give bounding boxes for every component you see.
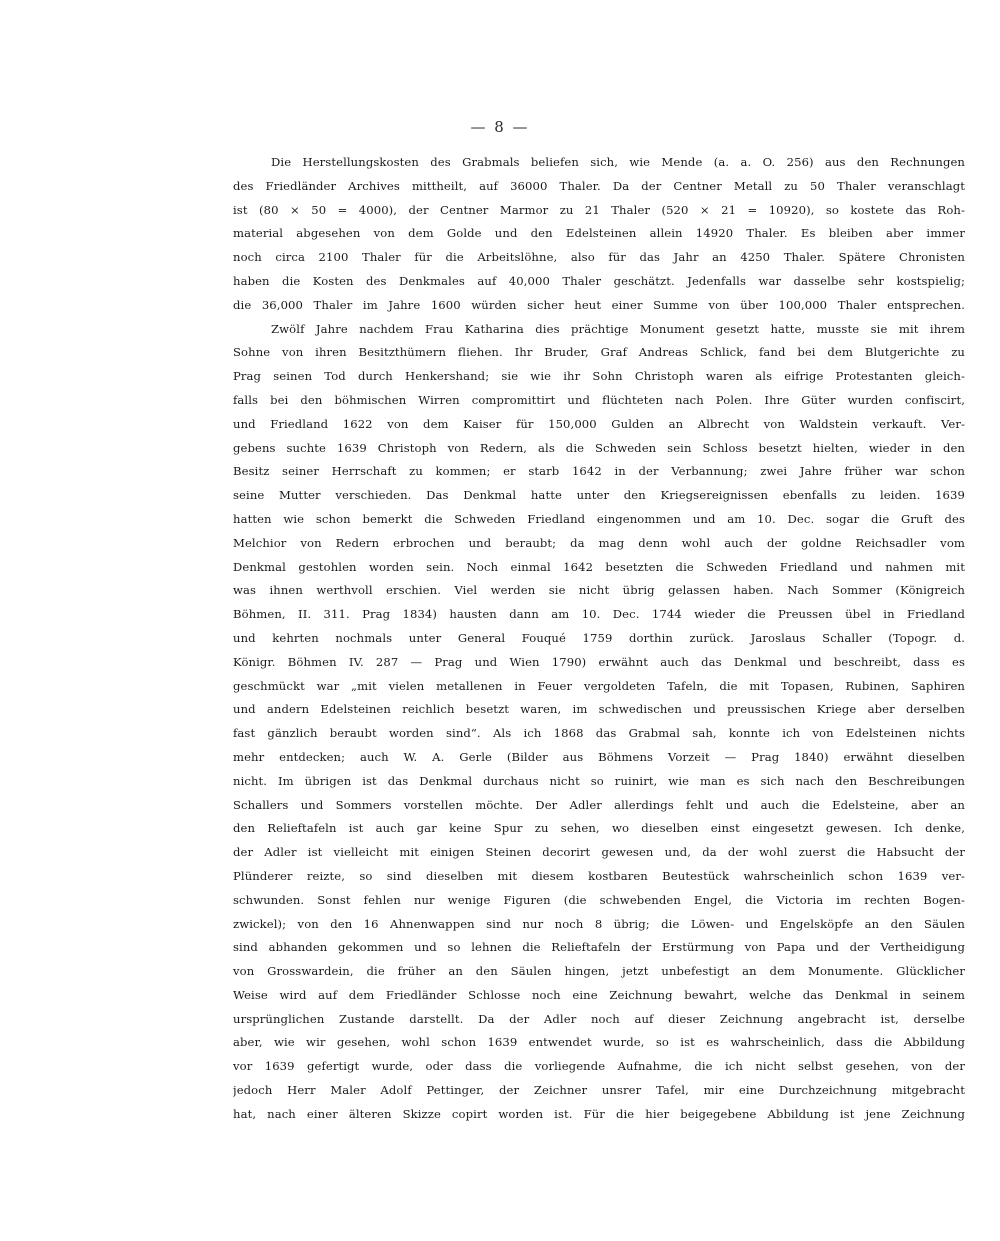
text-line: Melchior von Redern erbrochen und beraubt; da mag denn wohl auch der goldne Reichsadler vom — [233, 535, 965, 550]
text-line: der Adler ist vielleicht mit einigen Steinen decorirt gewesen und, da der wohl zuerst die Habsucht der — [233, 845, 965, 860]
text-line: des Friedländer Archives mittheilt, auf 36000 Thaler. Da der Centner Metall zu 50 Thaler veranschlagt — [233, 178, 965, 193]
text-line: fast gänzlich beraubt worden sind“. Als ich 1868 das Grabmal sah, konnte ich von Edelsteinen nichts — [233, 726, 965, 741]
text-line: Die Herstellungskosten des Grabmals beliefen sich, wie Mende (a. a. O. 256) aus den Rechnungen — [271, 155, 965, 169]
text-line: Besitz seiner Herrschaft zu kommen; er starb 1642 in der Verbannung; zwei Jahre früher war schon — [233, 464, 965, 479]
text-line: noch circa 2100 Thaler für die Arbeitslöhne, also für das Jahr an 4250 Thaler. Spätere Chronisten — [233, 250, 965, 265]
body-text — [233, 151, 965, 1127]
text-line: jedoch Herr Maler Adolf Pettinger, der Zeichner unsrer Tafel, mir eine Durchzeichnung mitgebracht — [233, 1083, 965, 1098]
text-line: und Friedland 1622 von dem Kaiser für 150,000 Gulden an Albrecht von Waldstein verkauft. Ver- — [233, 416, 965, 431]
text-line: zwickel); von den 16 Ahnenwappen sind nur noch 8 übrig; die Löwen- und Engelsköpfe an den Säulen — [233, 916, 965, 931]
page-number: — 8 — — [470, 118, 530, 136]
text-line: ursprünglichen Zustande darstellt. Da der Adler noch auf dieser Zeichnung angebracht ist, derselbe — [233, 1011, 965, 1026]
text-line: falls bei den böhmischen Wirren compromittirt und flüchteten nach Polen. Ihre Güter wurden confiscirt, — [233, 392, 965, 407]
text-line: material abgesehen von dem Golde und den Edelsteinen allein 14920 Thaler. Es bleiben aber immer — [233, 226, 965, 241]
text-line: Böhmen, II. 311. Prag 1834) hausten dann am 10. Dec. 1744 wieder die Preussen übel in Friedland — [233, 607, 965, 622]
text-line: mehr entdecken; auch W. A. Gerle (Bilder aus Böhmens Vorzeit — Prag 1840) erwähnt dieselben — [233, 749, 965, 764]
text-line: und kehrten nochmals unter General Fouqué 1759 dorthin zurück. Jaroslaus Schaller (Topogr. d. — [233, 630, 965, 645]
text-line: was ihnen werthvoll erschien. Viel werden sie nicht übrig gelassen haben. Nach Sommer (Königreich — [233, 583, 965, 598]
text-line: von Grosswardein, die früher an den Säulen hingen, jetzt unbefestigt an dem Monumente. Glücklicher — [233, 964, 965, 979]
text-line: Denkmal gestohlen worden sein. Noch einmal 1642 besetzten die Schweden Friedland und nahmen mit — [233, 559, 965, 574]
text-line: seine Mutter verschieden. Das Denkmal hatte unter den Kriegsereignissen ebenfalls zu leiden. 1639 — [233, 488, 965, 503]
text-line: die 36,000 Thaler im Jahre 1600 würden sicher heut einer Summe von über 100,000 Thaler entsprechen. — [233, 297, 965, 312]
text-line: nicht. Im übrigen ist das Denkmal durchaus nicht so ruinirt, wie man es sich nach den Beschreibungen — [233, 773, 965, 788]
text-line: Königr. Böhmen IV. 287 — Prag und Wien 1790) erwähnt auch das Denkmal und beschreibt, dass es — [233, 654, 965, 669]
text-line: Weise wird auf dem Friedländer Schlosse noch eine Zeichnung bewahrt, welche das Denkmal in seinem — [233, 987, 965, 1002]
text-line: hatten wie schon bemerkt die Schweden Friedland eingenommen und am 10. Dec. sogar die Gruft des — [233, 511, 965, 526]
text-line: den Relieftafeln ist auch gar keine Spur zu sehen, wo dieselben einst eingesetzt gewesen. Ich denke, — [233, 821, 965, 836]
text-line: sind abhanden gekommen und so lehnen die Relieftafeln der Erstürmung von Papa und der Vertheidigung — [233, 940, 965, 955]
text-line: aber, wie wir gesehen, wohl schon 1639 entwendet wurde, so ist es wahrscheinlich, dass die Abbildung — [233, 1035, 965, 1050]
text-line: und andern Edelsteinen reichlich besetzt waren, im schwedischen und preussischen Kriege aber derselben — [233, 702, 965, 717]
text-line: geschmückt war „mit vielen metallenen in Feuer vergoldeten Tafeln, die mit Topasen, Rubinen, Saphiren — [233, 678, 965, 693]
text-line: Prag seinen Tod durch Henkershand; sie wie ihr Sohn Christoph waren als eifrige Protestanten gleich- — [233, 369, 965, 384]
text-line: Zwölf Jahre nachdem Frau Katharina dies prächtige Monument gesetzt hatte, musste sie mit ihrem — [271, 321, 965, 336]
text-line: gebens suchte 1639 Christoph von Redern, als die Schweden sein Schloss besetzt hielten, wieder in den — [233, 440, 965, 455]
text-line: haben die Kosten des Denkmales auf 40,000 Thaler geschätzt. Jedenfalls war dasselbe sehr kostspielig; — [233, 273, 965, 288]
text-line: ist (80 × 50 = 4000), der Centner Marmor zu 21 Thaler (520 × 21 = 10920), so kostete das Roh- — [233, 202, 965, 217]
text-line: vor 1639 gefertigt wurde, oder dass die vorliegende Aufnahme, die ich nicht selbst gesehen, von der — [233, 1059, 965, 1074]
text-line: Plünderer reizte, so sind dieselben mit diesem kostbaren Beutestück wahrscheinlich schon 1639 ver- — [233, 868, 965, 883]
text-line: Sohne von ihren Besitzthümern fliehen. Ihr Bruder, Graf Andreas Schlick, fand bei dem Blutgerichte zu — [233, 345, 965, 360]
text-line: schwunden. Sonst fehlen nur wenige Figuren (die schwebenden Engel, die Victoria im rechten Bogen- — [233, 892, 965, 907]
text-line: Schallers und Sommers vorstellen möchte. Der Adler allerdings fehlt und auch die Edelsteine, aber an — [233, 797, 965, 812]
text-line: hat, nach einer älteren Skizze copirt worden ist. Für die hier beigegebene Abbildung ist jene Zeichnung — [233, 1106, 965, 1121]
